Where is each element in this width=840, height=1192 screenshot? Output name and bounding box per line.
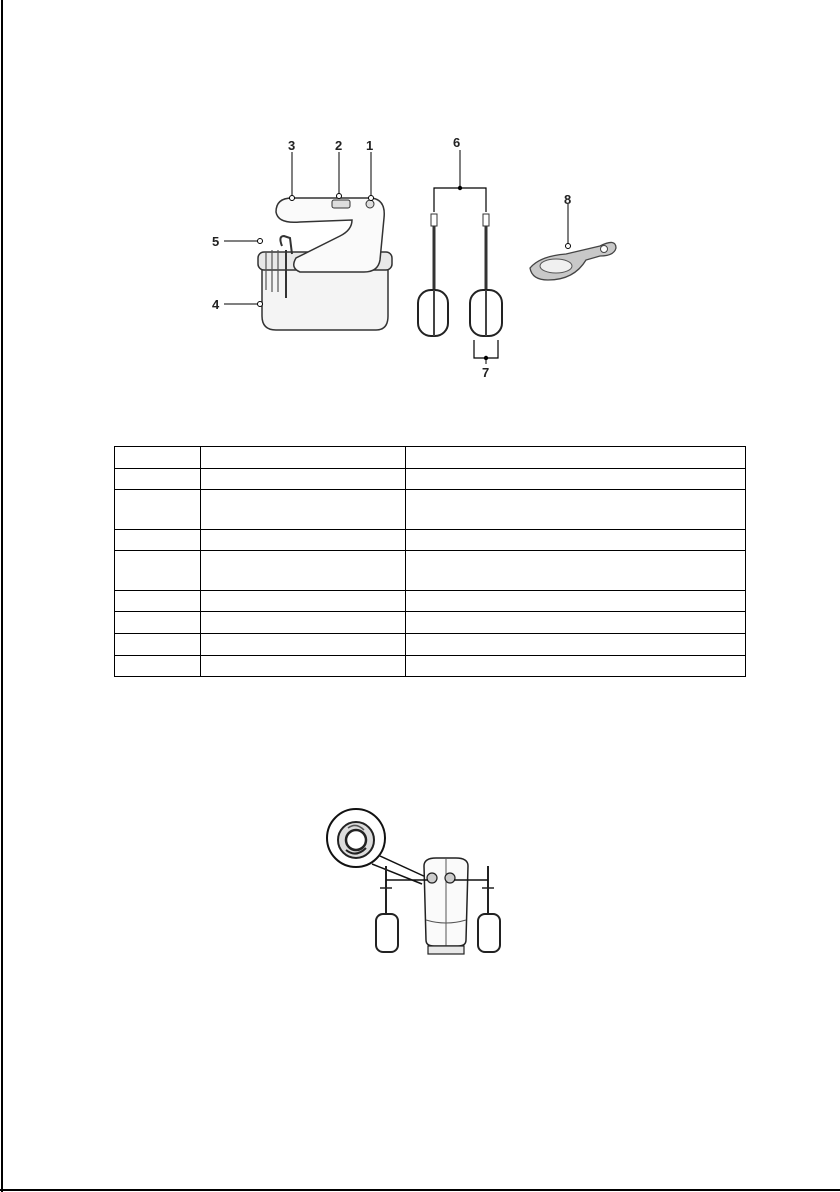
callout-7: 7 bbox=[482, 365, 490, 380]
socket-zoom-detail bbox=[327, 809, 385, 867]
callout-3: 3 bbox=[288, 138, 296, 153]
callout-4: 4 bbox=[212, 297, 220, 312]
left-beater bbox=[376, 866, 398, 952]
callout-8: 8 bbox=[564, 192, 572, 207]
callout-1: 1 bbox=[366, 138, 374, 153]
callout-2: 2 bbox=[335, 138, 343, 153]
right-beater bbox=[478, 866, 500, 952]
callout-5: 5 bbox=[212, 234, 220, 249]
mixer-front-view bbox=[424, 858, 468, 954]
callout-6: 6 bbox=[453, 135, 461, 150]
